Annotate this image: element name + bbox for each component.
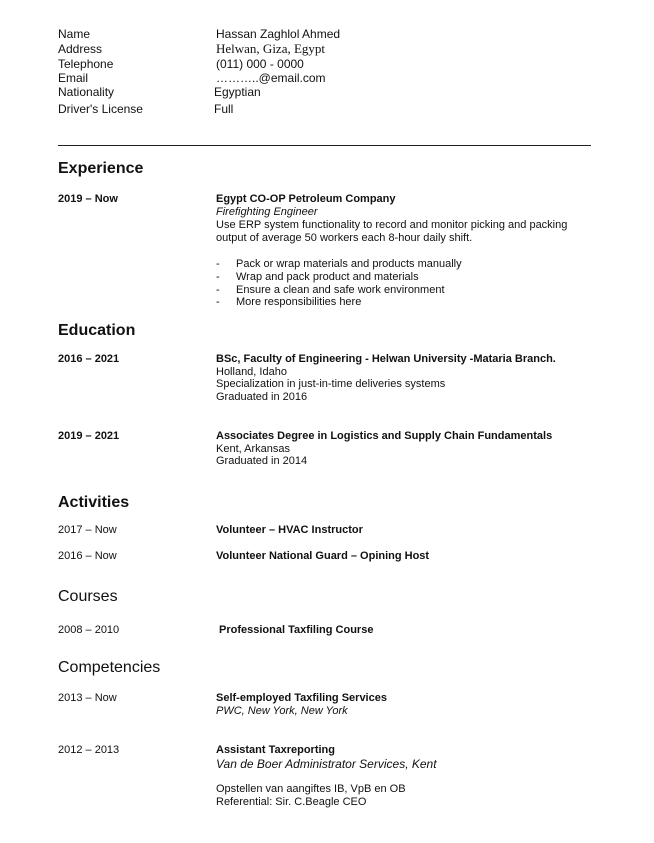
- bullet-item: More responsibilities here: [236, 296, 362, 308]
- label-nationality: Nationality: [58, 85, 115, 99]
- competency-date: 2012 – 2013: [58, 744, 120, 756]
- course-title: Professional Taxfiling Course: [219, 624, 374, 636]
- competency-line: Referential: Sir. C.Beagle CEO: [216, 796, 367, 808]
- competency-line: Opstellen van aangiftes IB, VpB en OB: [216, 783, 406, 795]
- bullet-dash: -: [216, 258, 220, 270]
- experience-desc-line-1: Use ERP system functionality to record and monitor picking and packing: [216, 219, 568, 231]
- bullet-item: Ensure a clean and safe work environment: [236, 284, 445, 296]
- education-title: Associates Degree in Logistics and Supply Chain Fundamentals: [216, 430, 553, 442]
- bullet-dash: -: [216, 271, 220, 283]
- experience-desc-line-2: output of average 50 workers each 8-hour daily shift.: [216, 232, 473, 244]
- education-date: 2019 – 2021: [58, 430, 120, 442]
- activity-title: Volunteer National Guard – Opining Host: [216, 550, 430, 562]
- competencies-heading: Competencies: [58, 659, 161, 676]
- bullet-dash: -: [216, 284, 220, 296]
- education-title: BSc, Faculty of Engineering - Helwan University -Mataria Branch.: [216, 353, 556, 365]
- education-line: Graduated in 2014: [216, 455, 308, 467]
- label-email: Email: [58, 71, 89, 85]
- label-name: Name: [58, 27, 91, 41]
- value-name: Hassan Zaghlol Ahmed: [216, 27, 341, 41]
- label-address: Address: [58, 42, 103, 56]
- value-email: ………..@email.com: [216, 71, 326, 85]
- competency-title: Assistant Taxreporting: [216, 744, 335, 756]
- activity-title: Volunteer – HVAC Instructor: [216, 524, 363, 536]
- activity-date: 2016 – Now: [58, 550, 117, 562]
- competency-date: 2013 – Now: [58, 692, 117, 704]
- competency-subtitle: PWC, New York, New York: [216, 705, 348, 717]
- label-telephone: Telephone: [58, 57, 114, 71]
- course-date: 2008 – 2010: [58, 624, 120, 636]
- activities-heading: Activities: [58, 494, 130, 511]
- education-line: Holland, Idaho: [216, 366, 287, 378]
- competency-subtitle: Van de Boer Administrator Services, Kent: [216, 757, 437, 771]
- value-nationality: Egyptian: [214, 85, 261, 99]
- experience-company: Egypt CO-OP Petroleum Company: [216, 193, 396, 205]
- value-drivers-license: Full: [214, 102, 234, 116]
- experience-role: Firefighting Engineer: [216, 206, 318, 218]
- education-line: Kent, Arkansas: [216, 443, 290, 455]
- bullet-item: Pack or wrap materials and products manually: [236, 258, 462, 270]
- education-line: Specialization in just-in-time deliveries systems: [216, 378, 446, 390]
- divider: [58, 145, 591, 146]
- education-heading: Education: [58, 322, 136, 339]
- experience-date: 2019 – Now: [58, 193, 118, 205]
- value-telephone: (011) 000 - 0000: [216, 57, 304, 71]
- bullet-item: Wrap and pack product and materials: [236, 271, 419, 283]
- competency-title: Self-employed Taxfiling Services: [216, 692, 387, 704]
- education-date: 2016 – 2021: [58, 353, 120, 365]
- value-address: Helwan, Giza, Egypt: [216, 41, 326, 56]
- education-line: Graduated in 2016: [216, 391, 308, 403]
- experience-heading: Experience: [58, 160, 144, 177]
- bullet-dash: -: [216, 296, 220, 308]
- activity-date: 2017 – Now: [58, 524, 117, 536]
- courses-heading: Courses: [58, 588, 118, 605]
- label-drivers-license: Driver's License: [58, 102, 143, 116]
